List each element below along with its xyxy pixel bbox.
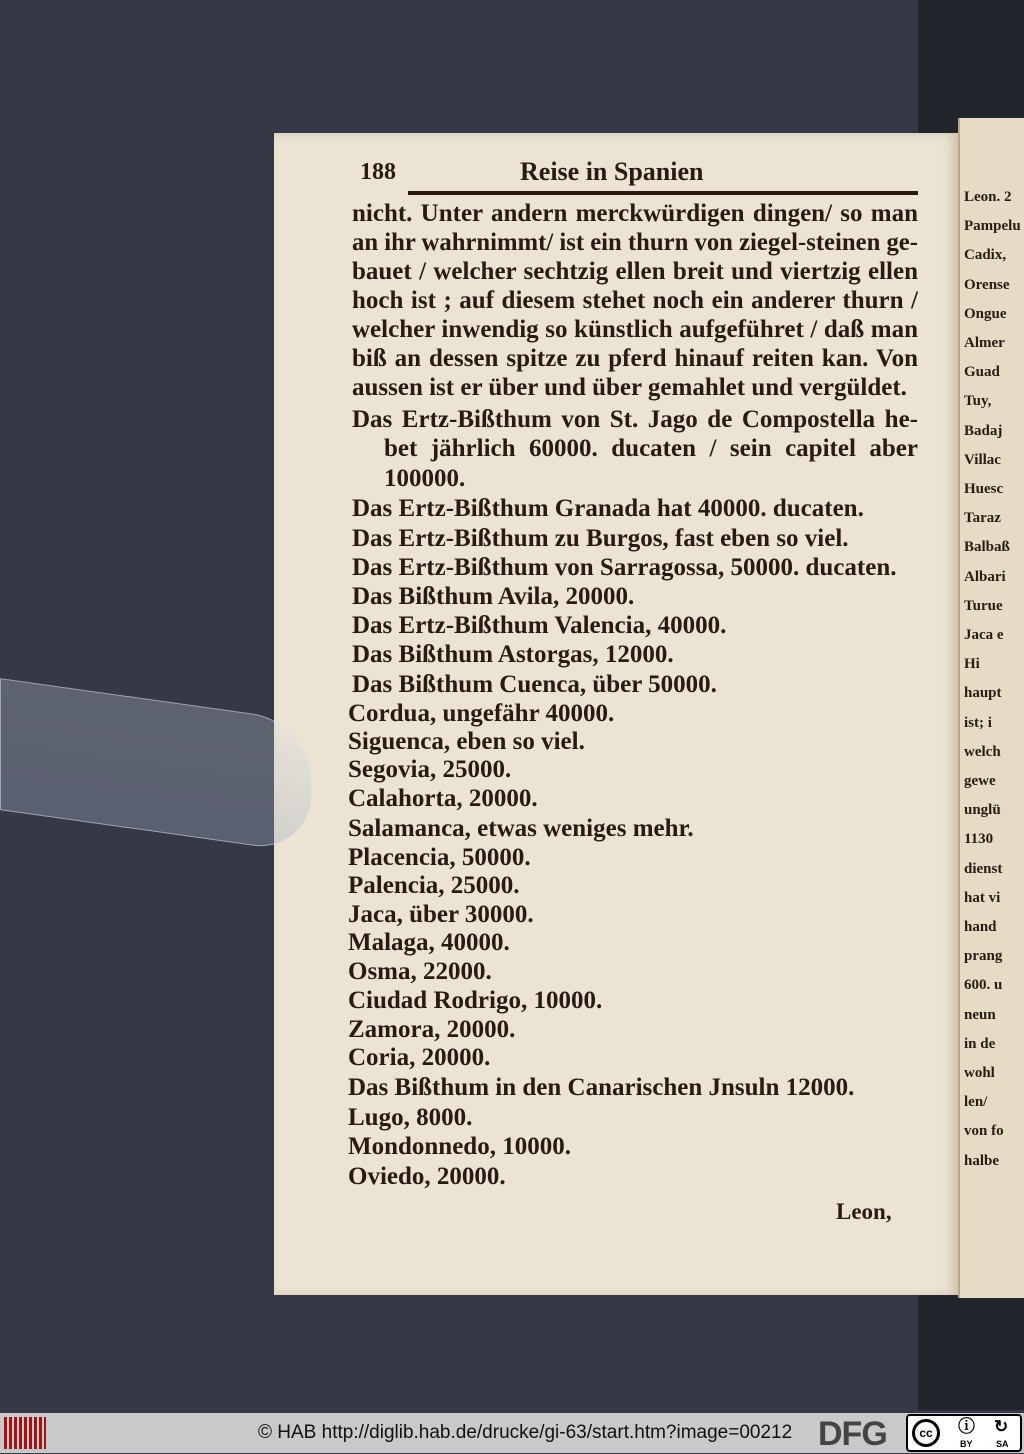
text-line: hoch ist ; auf diesem stehet noch ein anderer thurn / <box>352 287 918 314</box>
text-line: bet jährlich 60000. ducaten / sein capitel aber <box>384 435 918 462</box>
text-line: Das Bißthum Astorgas, 12000. <box>352 641 674 668</box>
adjacent-page-text: haupt <box>964 685 1002 702</box>
adjacent-page-text: prang <box>964 948 1003 965</box>
adjacent-page-text: von fo <box>964 1123 1004 1140</box>
text-line: Das Ertz-Bißthum Valencia, 40000. <box>352 612 727 639</box>
text-line: welcher inwendig so künstlich aufgeführet / daß man <box>352 316 918 343</box>
catchword: Leon, <box>836 1199 892 1224</box>
text-line: Das Bißthum Cuenca, über 50000. <box>352 671 717 698</box>
sa-icon: ↻ <box>994 1417 1009 1436</box>
text-line: Segovia, 25000. <box>348 756 512 783</box>
text-line: Salamanca, etwas weniges mehr. <box>348 815 694 842</box>
adjacent-page-text: Pampelu <box>964 218 1021 235</box>
text-line: Das Ertz-Bißthum von St. Jago de Compostella he- <box>352 406 918 433</box>
adjacent-page-text: Ongue <box>964 305 1007 322</box>
adjacent-page-text: neun <box>964 1006 996 1023</box>
hab-logo-icon <box>4 1417 46 1449</box>
adjacent-page-text: Cadix, <box>964 247 1007 264</box>
adjacent-page-text: wohl <box>964 1065 995 1081</box>
adjacent-page-text: Balbaß <box>964 539 1010 556</box>
text-line: 100000. <box>384 465 466 492</box>
header-rule <box>408 191 918 195</box>
transparent-page-clip <box>0 678 312 854</box>
text-line: Palencia, 25000. <box>348 872 520 899</box>
adjacent-page-text: dienst <box>964 860 1003 877</box>
adjacent-page-text: Leon. 2 <box>964 189 1012 205</box>
adjacent-page-text: hat vi <box>964 889 1001 906</box>
text-line: Ciudad Rodrigo, 10000. <box>348 987 603 1014</box>
text-line: Das Bißthum Avila, 20000. <box>352 583 635 610</box>
adjacent-page-text: Villac <box>964 451 1001 468</box>
text-line: Das Ertz-Bißthum Granada hat 40000. ducaten. <box>352 495 864 522</box>
adjacent-page-text: Almer <box>964 335 1005 351</box>
by-label: BY <box>960 1439 973 1449</box>
adjacent-page-text: Hi <box>964 656 980 673</box>
adjacent-page-text: gewe <box>964 773 996 789</box>
adjacent-page-text: Badaj <box>964 422 1003 439</box>
text-line: Siguenca, eben so viel. <box>348 728 585 755</box>
adjacent-page-text: ist; i <box>964 714 992 731</box>
text-line: Zamora, 20000. <box>348 1016 516 1043</box>
credit-link[interactable]: © HAB http://diglib.hab.de/drucke/gi-63/start.htm?image=00212 <box>258 1422 793 1443</box>
text-line: Osma, 22000. <box>348 958 492 985</box>
running-title: Reise in Spanien <box>520 157 704 186</box>
adjacent-page-text: hand <box>964 919 997 935</box>
text-line: an ihr wahrnimmt/ ist ein thurn von ziegel-steinen ge- <box>352 229 918 256</box>
adjacent-page <box>958 118 1024 1298</box>
page-number: 188 <box>360 159 396 185</box>
text-line: Mondonnedo, 10000. <box>348 1133 571 1160</box>
adjacent-page-text: len/ <box>964 1094 988 1111</box>
cc-icon: cc <box>912 1419 940 1447</box>
text-line: bauet / welcher sechtzig ellen breit und viertzig ellen <box>352 258 918 285</box>
text-line: Cordua, ungefähr 40000. <box>348 700 615 727</box>
adjacent-page-text: Tuy, <box>964 393 992 410</box>
adjacent-page-text: unglü <box>964 802 1001 819</box>
text-line: Malaga, 40000. <box>348 929 510 956</box>
text-line: Oviedo, 20000. <box>348 1163 506 1190</box>
text-line: Placencia, 50000. <box>348 844 531 871</box>
dfg-logo: DFG <box>818 1415 887 1453</box>
adjacent-page-text: halbe <box>964 1152 1000 1169</box>
by-icon: ⓘ <box>958 1417 975 1436</box>
text-line: Das Ertz-Bißthum zu Burgos, fast eben so viel. <box>352 525 849 552</box>
text-line: Das Bißthum in den Canarischen Jnsuln 12000. <box>348 1074 855 1101</box>
adjacent-page-text: 1130 <box>964 831 994 848</box>
footer-bar <box>0 1413 1024 1453</box>
sa-label: SA <box>996 1439 1009 1449</box>
text-line: Coria, 20000. <box>348 1044 491 1071</box>
text-line: Lugo, 8000. <box>348 1104 473 1131</box>
adjacent-page-text: Huesc <box>964 481 1004 497</box>
adjacent-page-text: 600. u <box>964 977 1003 994</box>
adjacent-page-text: welch <box>964 743 1001 760</box>
cc-license-badge[interactable] <box>906 1414 1022 1452</box>
text-line: Jaca, über 30000. <box>348 901 534 928</box>
adjacent-page-text: Orense <box>964 276 1010 293</box>
adjacent-page-text: Taraz <box>964 510 1001 527</box>
adjacent-page-text: Guad <box>964 364 1000 381</box>
book-page <box>274 133 958 1295</box>
text-line: Das Ertz-Bißthum von Sarragossa, 50000. ducaten. <box>352 554 897 581</box>
text-line: Calahorta, 20000. <box>348 785 538 812</box>
adjacent-page-text: Albari <box>964 568 1006 585</box>
text-line: biß an dessen spitze zu pferd hinauf reiten kan. Von <box>352 345 918 372</box>
text-line: aussen ist er über und über gemahlet und vergüldet. <box>352 374 907 401</box>
text-line: nicht. Unter andern merckwürdigen dingen/ so man <box>352 200 918 227</box>
adjacent-page-text: Jaca e <box>964 627 1004 643</box>
adjacent-page-text: in de <box>964 1035 996 1052</box>
adjacent-page-text: Turue <box>964 597 1003 614</box>
